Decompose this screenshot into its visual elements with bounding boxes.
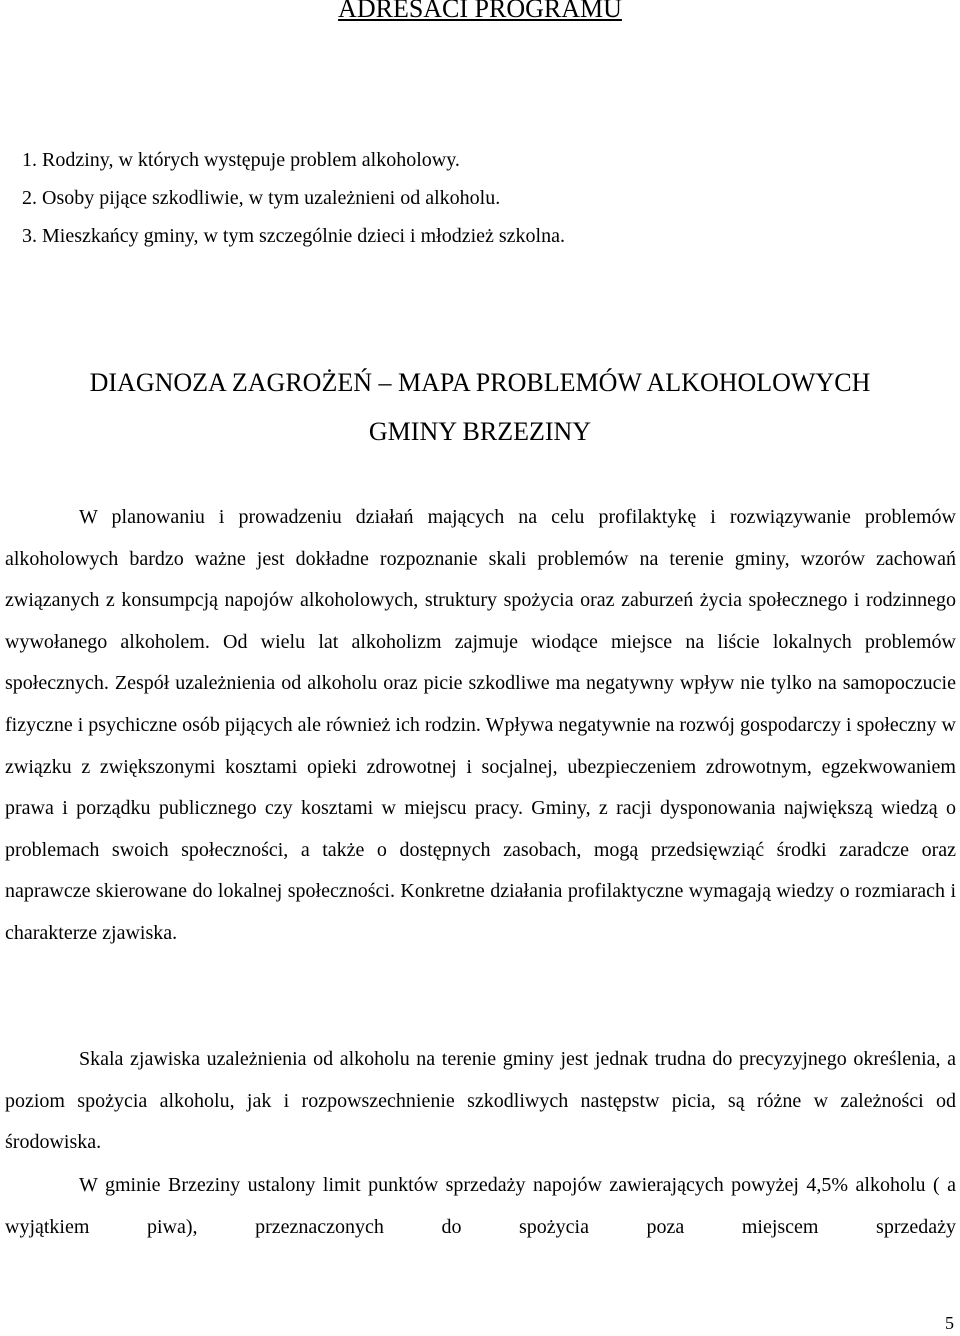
target-group-list bbox=[0, 141, 565, 255]
section-heading-diagnoza-line2: GMINY BRZEZINY bbox=[368, 417, 592, 446]
list-item: 1. Rodziny, w których występuje problem alkoholowy. bbox=[22, 149, 460, 171]
body-paragraph bbox=[5, 1039, 956, 1164]
page-number: 5 bbox=[945, 1313, 954, 1333]
body-paragraph bbox=[5, 497, 956, 955]
body-paragraph bbox=[5, 1165, 956, 1248]
section-heading-diagnoza-line1: DIAGNOZA ZAGROŻEŃ – MAPA PROBLEMÓW ALKOHOLOWYCH bbox=[89, 368, 871, 397]
paragraph-text: W gminie Brzeziny ustalony limit punktów sprzedaży napojów zawierających powyżej 4,5% alkoholu ( a wyjątkiem piwa), przeznaczonych do spożycia poza miejscem sprzedaży bbox=[5, 1174, 956, 1238]
list-item: 3. Mieszkańcy gminy, w tym szczególnie dzieci i młodzież szkolna. bbox=[22, 225, 565, 247]
section-heading-adresaci: ADRESACI PROGRAMU bbox=[338, 0, 622, 23]
paragraph-text: Skala zjawiska uzależnienia od alkoholu na terenie gminy jest jednak trudna do precyzyjnego określenia, a poziom spożycia alkoholu, jak i rozpowszechnienie szkodliwych następstw picia, są różne w zależności od środowiska. bbox=[5, 1048, 956, 1154]
list-item: 2. Osoby pijące szkodliwie, w tym uzależnieni od alkoholu. bbox=[22, 187, 501, 209]
paragraph-text: W planowaniu i prowadzeniu działań mających na celu profilaktykę i rozwiązywanie problemów alkoholowych bardzo ważne jest dokładne rozpoznanie skali problemów na terenie gminy, wzorów zachowań związanych z konsumpcją napojów alkoholowych, struktury spożycia oraz zaburzeń życia społecznego i rodzinnego wywołanego alkoholem. Od wielu lat alkoholizm zajmuje wiodące miejsce na liście lokalnych problemów społecznych. Zespół uzależnienia od alkoholu oraz picie szkodliwe ma negatywny wpływ nie tylko na samopoczucie fizyczne i psychiczne osób pijących ale również ich rodzin. Wpływa negatywnie na rozwój gospodarczy i społeczny w związku z zwiększonymi kosztami opieki zdrowotnej i socjalnej, ubezpieczeniem zdrowotnym, egzekwowaniem prawa i porządku publicznego czy kosztami w miejscu pracy. Gminy, z racji dysponowania największą wiedzą o problemach swoich społeczności, a także o dostępnych zasobach, mogą przedsięwziąć środki zaradcze oraz naprawcze skierowane do lokalnej społeczności. Konkretne działania profilaktyczne wymagają wiedzy o rozmiarach i charakterze zjawiska. bbox=[5, 506, 956, 944]
